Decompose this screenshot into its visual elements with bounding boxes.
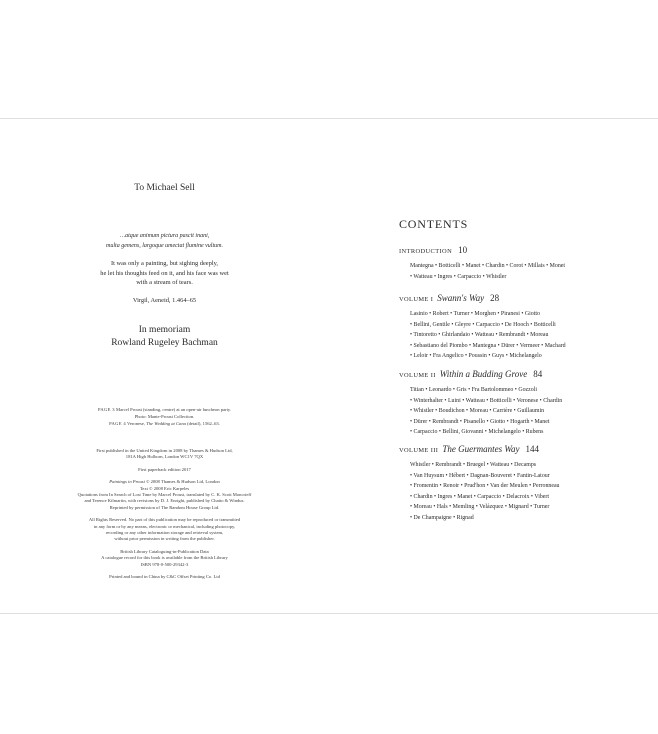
imprint-line: Printed and bound in China by C&C Offset Printing Co. Ltd: [109, 574, 220, 580]
section-page: 84: [533, 369, 543, 379]
artist-line: Mantegna • Botticelli • Manet • Chardin • Corot • Millais • Monet: [410, 263, 566, 269]
artist-line: • Winterhalter • Luini • Watteau • Botticelli • Veronese • Chardin: [410, 397, 563, 404]
imprint-line: 181A High Holborn, London WC1V 7QX: [125, 454, 204, 460]
section-page: 144: [525, 444, 539, 454]
imprint-line: British Library Cataloguing-in-Publication Data: [120, 548, 209, 554]
artist-line: • Bellini, Gentile • Gleyre • Carpaccio • De Hooch • Botticelli: [410, 321, 556, 328]
imprint-copyright: [0, 479, 329, 511]
imprint-printer: [0, 574, 329, 580]
artist-line: • Dürer • Rembrandt • Pisanello • Giotto • Hogarth • Manet: [410, 418, 550, 425]
epigraph-latin-line: …atque animum pictura pascit inani,: [119, 233, 210, 239]
artist-list: [410, 385, 649, 438]
artist-list: [410, 460, 649, 523]
epigraph-citation: Virgil, Aeneid, 1.464–65: [132, 297, 197, 304]
epigraph-english: [0, 259, 329, 288]
section-heading: [399, 293, 649, 303]
imprint-line: in any form or by any means, electronic or mechanical, including photocopy,: [93, 523, 236, 529]
section-heading: [399, 444, 649, 454]
artist-line: Whistler • Rembrandt • Bruegel • Watteau • Decamps: [410, 462, 537, 468]
artist-line: • Van Huysum • Hébert • Dagnan-Bouveret • Fantin-Latour: [410, 472, 550, 479]
imprint-line: All Rights Reserved. No part of this publication may be reproduced or transmitted: [88, 517, 241, 523]
imprint-cataloguing: [0, 549, 329, 568]
artist-line: Lasinio • Robert • Turner • Morghen • Piranesi • Giotto: [410, 311, 540, 317]
caption-2: [0, 420, 329, 427]
section-heading: [399, 245, 649, 255]
caption-1-text: Marcel Proust (standing, centre) at an open-air luncheon party.: [115, 407, 231, 412]
memoriam-line: In memoriam: [138, 325, 191, 335]
artist-line: • Whistler • Boudichon • Moreau • Carrière • Guillaumin: [410, 408, 545, 414]
section-title: Swann's Way: [437, 293, 485, 303]
caption-2-rest: (detail), 1562–63.: [187, 421, 220, 426]
caption-2-prefix: PAGE 4: [109, 421, 126, 426]
in-memoriam: [0, 324, 329, 350]
imprint-line: A catalogue record for this book is available from the British Library: [101, 555, 228, 561]
left-page: [0, 119, 329, 613]
epigraph-english-line: he let his thoughts feed on it, and his face was wet: [100, 269, 229, 277]
artist-line: • Leloir • Fra Angelico • Poussin • Guys • Michelangelo: [410, 353, 542, 359]
section-label: VOLUME II: [399, 372, 436, 379]
epigraph-english-line: with a stream of tears.: [136, 279, 193, 286]
caption-2-text: Veronese,: [127, 421, 145, 426]
section-introduction: [399, 245, 649, 282]
imprint-publication: [0, 448, 329, 461]
section-page: 10: [458, 245, 468, 255]
artist-line: • Carpaccio • Bellini, Giovanni • Michelangelo • Rubens: [410, 429, 544, 435]
epigraph-english-line: It was only a painting, but sighing deeply,: [111, 260, 218, 267]
dedication: To Michael Sell: [134, 183, 195, 193]
imprint-line: Reprinted by permission of The Random House Group Ltd.: [109, 504, 220, 510]
section-heading: [399, 369, 649, 379]
caption-1-credit: Photo: Mante-Proust Collection.: [134, 414, 195, 419]
artist-list: [410, 261, 649, 282]
section-volume-2: [399, 369, 649, 438]
book-spread: [0, 118, 658, 614]
imprint-line: ISBN 978-0-500-29342-3: [140, 561, 189, 567]
caption-2-work: The Wedding at Cana: [146, 421, 186, 426]
section-page: 28: [490, 293, 500, 303]
artist-line: • Tintoretto • Ghirlandaio • Watteau • Rembrandt • Moreau: [410, 332, 549, 338]
imprint-line: First published in the United Kingdom in 2008 by Thames & Hudson Ltd,: [96, 448, 233, 453]
imprint-line: Text © 2008 Eric Karpeles: [139, 485, 190, 491]
epigraph-latin: [0, 231, 329, 251]
imprint-line: First paperback edition 2017: [138, 466, 191, 472]
memoriam-line: Rowland Rugeley Bachman: [111, 338, 218, 348]
section-volume-1: [399, 293, 649, 362]
artist-line: • Watteau • Ingres • Carpaccio • Whistler: [410, 273, 507, 280]
artist-line: Titian • Leonardo • Gris • Fra Bartolommeo • Gozzoli: [410, 387, 537, 393]
imprint-line: Quotations from In Search of Lost Time by Marcel Proust, translated by C. K. Scott Moncrieff: [77, 492, 252, 498]
imprint-text: © 2008 Thames & Hudson Ltd, London: [146, 479, 220, 485]
imprint-line: without prior permission in writing from the publisher.: [114, 536, 215, 542]
imprint-line: and Terence Kilmartin, with revisions by D. J. Enright, published by Chatto & Windus.: [84, 498, 245, 504]
artist-line: • De Champaigne • Rignad: [410, 514, 474, 521]
section-label: INTRODUCTION: [399, 248, 453, 255]
artist-line: • Chardin • Ingres • Manet • Carpaccio • Delacroix • Vibert: [410, 493, 550, 500]
section-volume-3: [399, 444, 649, 523]
epigraph-latin-line: multa gemens, largoque umectat flumine vultum.: [106, 243, 223, 249]
contents-title: CONTENTS: [399, 217, 469, 231]
section-label: VOLUME I: [399, 296, 434, 303]
caption-1: [0, 406, 329, 413]
imprint-edition: [0, 467, 329, 473]
picture-captions: [0, 406, 329, 427]
imprint-book-title: Paintings in Proust: [109, 479, 145, 485]
caption-1-prefix: PAGE 3: [98, 407, 115, 412]
right-page: [329, 119, 658, 613]
imprint: [0, 448, 329, 587]
imprint-rights: [0, 517, 329, 543]
artist-line: • Fromentin • Renoir • Prud'hon • Van der Meulen • Perronneau: [410, 483, 560, 489]
artist-list: [410, 309, 649, 362]
section-title: The Guermantes Way: [442, 444, 520, 454]
section-label: VOLUME III: [399, 447, 439, 454]
artist-line: • Moreau • Hals • Memling • Velázquez • Mignard • Turner: [410, 504, 550, 510]
section-title: Within a Budding Grove: [439, 369, 528, 379]
imprint-line: recording or any other information storage and retrieval system,: [105, 530, 224, 536]
artist-line: • Sebastiano del Piombo • Mantegna • Dürer • Vermeer • Machard: [410, 342, 566, 349]
